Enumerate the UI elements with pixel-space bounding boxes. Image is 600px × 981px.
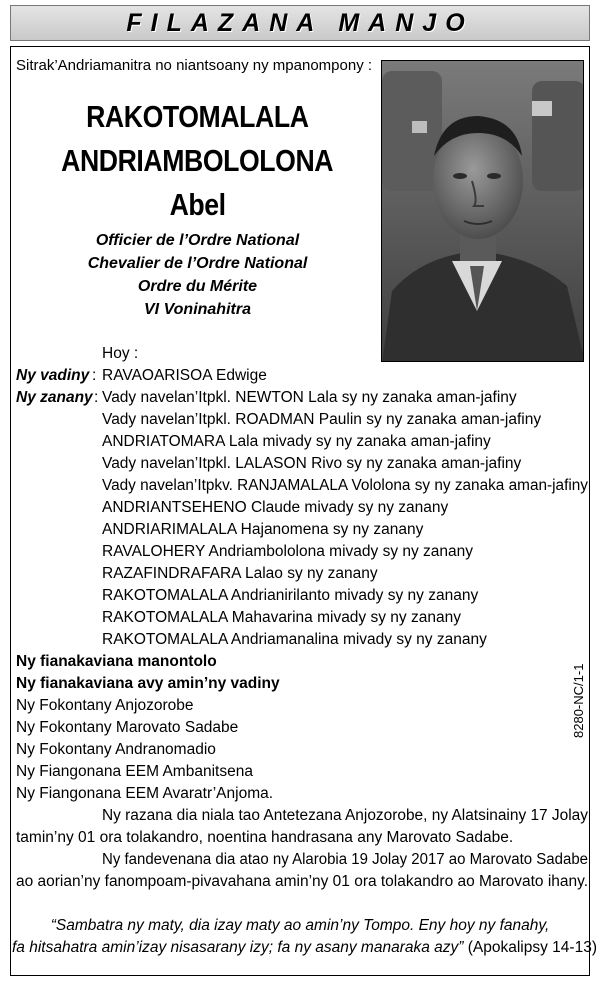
deceased-title: Ordre du Mérite: [137, 278, 258, 295]
departure-paragraph-line2: tamin’ny 01 ora tolakandro, noentina handrasana any Marovato Sadabe.: [16, 829, 514, 846]
departure-paragraph-line1: Ny razana dia niala tao Antetezana Anjozorobe, ny Alatsinainy 17 Jolay: [102, 807, 588, 824]
community-line: Ny Fiangonana EEM Avaratr’Anjoma.: [16, 785, 274, 802]
list-item: ANDRIATOMARA Lala mivady sy ny zanaka aman-jafiny: [102, 433, 491, 450]
list-item: RAZAFINDRAFARA Lalao sy ny zanany: [102, 565, 378, 582]
community-line: Ny Fokontany Marovato Sadabe: [16, 719, 239, 736]
community-line: Ny Fokontany Anjozorobe: [16, 697, 194, 714]
children-separator: :: [94, 389, 99, 406]
deceased-title: Chevalier de l’Ordre National: [87, 255, 308, 272]
scripture-quote-line2: fa hitsahatra amin’izay nisasarany izy; fa ny asany manaraka azy” (Apokalipsy 14-13): [12, 939, 597, 956]
spouse-separator: :: [92, 367, 97, 384]
list-item: RAKOTOMALALA Mahavarina mivady sy ny zanany: [102, 609, 461, 626]
list-item: ANDRIANTSEHENO Claude mivady sy ny zanany: [102, 499, 449, 516]
list-item: Vady navelan’Itpkl. NEWTON Lala sy ny zanaka aman-jafiny: [102, 389, 517, 406]
spouse-name: RAVAOARISOA Edwige: [102, 367, 267, 384]
burial-paragraph-line1: Ny fandevenana dia atao ny Alarobia 19 Jolay 2017 ao Marovato Sadabe: [102, 851, 588, 868]
list-item: RAKOTOMALALA Andriamanalina mivady sy ny zanany: [102, 631, 487, 648]
hoy-label: Hoy :: [102, 345, 139, 362]
scripture-reference: (Apokalipsy 14-13): [467, 939, 597, 956]
community-line: Ny Fiangonana EEM Ambanitsena: [16, 763, 253, 780]
deceased-surname: RAKOTOMALALA: [86, 99, 309, 134]
family-line: Ny fianakaviana manontolo: [16, 653, 217, 670]
list-item: RAKOTOMALALA Andrianirilanto mivady sy ny zanany: [102, 587, 479, 604]
ad-reference-code: 8280-NC/1-1: [571, 663, 586, 738]
list-item: RAVALOHERY Andriambololona mivady sy ny zanany: [102, 543, 474, 560]
intro-text: Sitrak’Andriamanitra no niantsoany ny mpanompony :: [16, 57, 373, 74]
spouse-label: Ny vadiny: [16, 367, 90, 384]
notice-title: FILAZANA MANJO: [126, 9, 474, 37]
children-label: Ny zanany: [16, 389, 93, 406]
deceased-firstname: Abel: [169, 187, 226, 222]
list-item: Vady navelan’Itpkl. LALASON Rivo sy ny zanaka aman-jafiny: [102, 455, 522, 472]
list-item: Vady navelan’Itpkl. ROADMAN Paulin sy ny zanaka aman-jafiny: [102, 411, 542, 428]
family-line: Ny fianakaviana avy amin’ny vadiny: [16, 675, 280, 692]
scripture-quote-line1: “Sambatra ny maty, dia izay maty ao amin’ny Tompo. Eny hoy ny fanahy,: [50, 917, 550, 934]
deceased-surname-2: ANDRIAMBOLOLONA: [61, 143, 334, 178]
notice-header: [10, 5, 590, 41]
deceased-title: Officier de l’Ordre National: [95, 232, 300, 249]
list-item: Vady navelan’Itpkv. RANJAMALALA Vololona sy ny zanaka aman-jafiny: [102, 477, 588, 494]
list-item: ANDRIARIMALALA Hajanomena sy ny zanany: [102, 521, 424, 538]
community-line: Ny Fokontany Andranomadio: [16, 741, 216, 758]
deceased-title: VI Voninahitra: [144, 301, 251, 318]
portrait-photo-icon: [381, 60, 584, 362]
burial-paragraph-line2: ao aorian’ny fanompoam-pivavahana amin’ny 01 ora tolakandro ao Marovato ihany.: [16, 873, 588, 890]
